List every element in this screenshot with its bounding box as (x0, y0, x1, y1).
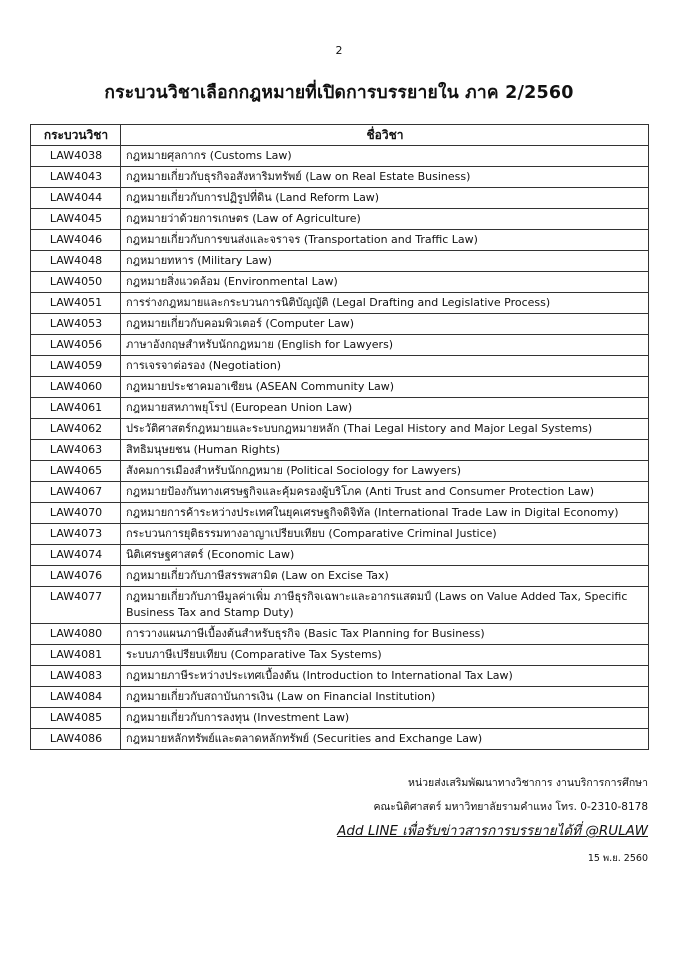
course-name: กฎหมายว่าด้วยการเกษตร (Law of Agriculture) (121, 209, 649, 230)
course-name: กฎหมายเกี่ยวกับสถาบันการเงิน (Law on Financial Institution) (121, 687, 649, 708)
course-name: สังคมการเมืองสำหรับนักกฎหมาย (Political Sociology for Lawyers) (121, 461, 649, 482)
course-name: การร่างกฎหมายและกระบวนการนิติบัญญัติ (Legal Drafting and Legislative Process) (121, 293, 649, 314)
table-row (31, 624, 649, 645)
table-row (31, 708, 649, 729)
course-code: LAW4038 (31, 146, 121, 167)
course-code: LAW4051 (31, 293, 121, 314)
course-code: LAW4062 (31, 419, 121, 440)
table-row (31, 335, 649, 356)
table-row (31, 314, 649, 335)
footer-faculty: คณะนิติศาสตร์ มหาวิทยาลัยรามคำแหง โทร. 0-2310-8178 (373, 801, 648, 813)
table-header-row (31, 125, 649, 146)
table-row (31, 666, 649, 687)
footer-unit: หน่วยส่งเสริมพัฒนาทางวิชาการ งานบริการการศึกษา (408, 777, 648, 789)
course-name: กฎหมายเกี่ยวกับการปฏิรูปที่ดิน (Land Reform Law) (121, 188, 649, 209)
course-name: กฎหมายป้องกันทางเศรษฐกิจและคุ้มครองผู้บริโภค (Anti Trust and Consumer Protection Law) (121, 482, 649, 503)
course-name: กฎหมายเกี่ยวกับธุรกิจอสังหาริมทรัพย์ (Law on Real Estate Business) (121, 167, 649, 188)
course-code: LAW4050 (31, 272, 121, 293)
course-code: LAW4065 (31, 461, 121, 482)
course-name: กฎหมายหลักทรัพย์และตลาดหลักทรัพย์ (Securities and Exchange Law) (121, 729, 649, 750)
course-name: การวางแผนภาษีเบื้องต้นสำหรับธุรกิจ (Basic Tax Planning for Business) (121, 624, 649, 645)
course-code: LAW4076 (31, 566, 121, 587)
course-name: กฎหมายเกี่ยวกับการลงทุน (Investment Law) (121, 708, 649, 729)
table-row (31, 209, 649, 230)
table-row (31, 272, 649, 293)
course-name: กระบวนการยุติธรรมทางอาญาเปรียบเทียบ (Comparative Criminal Justice) (121, 524, 649, 545)
course-code: LAW4056 (31, 335, 121, 356)
header-course-name: ชื่อวิชา (121, 125, 649, 146)
table-row (31, 645, 649, 666)
table-row (31, 167, 649, 188)
table-row (31, 524, 649, 545)
course-name: กฎหมายเกี่ยวกับภาษีมูลค่าเพิ่ม ภาษีธุรกิจเฉพาะและอากรแสตมป์ (Laws on Value Added Tax, Specific Business Tax and Stamp Duty) (121, 587, 649, 624)
course-code: LAW4063 (31, 440, 121, 461)
course-code: LAW4053 (31, 314, 121, 335)
course-name: กฎหมายเกี่ยวกับการขนส่งและจราจร (Transportation and Traffic Law) (121, 230, 649, 251)
page-number: 2 (335, 44, 343, 57)
course-code: LAW4043 (31, 167, 121, 188)
course-code: LAW4080 (31, 624, 121, 645)
course-code: LAW4048 (31, 251, 121, 272)
footer-date: 15 พ.ย. 2560 (587, 853, 648, 864)
course-name: กฎหมายภาษีระหว่างประเทศเบื้องต้น (Introduction to International Tax Law) (121, 666, 649, 687)
course-name: กฎหมายการค้าระหว่างประเทศในยุคเศรษฐกิจดิจิทัล (International Trade Law in Digital Economy) (121, 503, 649, 524)
course-code: LAW4044 (31, 188, 121, 209)
course-code: LAW4046 (31, 230, 121, 251)
course-name: กฎหมายสิ่งแวดล้อม (Environmental Law) (121, 272, 649, 293)
table-row (31, 587, 649, 624)
course-rows (31, 146, 649, 750)
course-code: LAW4077 (31, 587, 121, 624)
course-name: ประวัติศาสตร์กฎหมายและระบบกฎหมายหลัก (Thai Legal History and Major Legal Systems) (121, 419, 649, 440)
course-name: กฎหมายทหาร (Military Law) (121, 251, 649, 272)
table-row (31, 503, 649, 524)
course-table (30, 124, 649, 750)
table-row (31, 377, 649, 398)
table-row (31, 230, 649, 251)
table-row (31, 729, 649, 750)
course-code: LAW4081 (31, 645, 121, 666)
footer-line-contact: Add LINE เพื่อรับข่าวสารการบรรยายได้ที่ @RULAW (337, 823, 648, 839)
course-code: LAW4073 (31, 524, 121, 545)
table-row (31, 293, 649, 314)
course-code: LAW4074 (31, 545, 121, 566)
table-row (31, 251, 649, 272)
course-name: ภาษาอังกฤษสำหรับนักกฎหมาย (English for Lawyers) (121, 335, 649, 356)
course-name: การเจรจาต่อรอง (Negotiation) (121, 356, 649, 377)
course-code: LAW4083 (31, 666, 121, 687)
course-name: กฎหมายเกี่ยวกับภาษีสรรพสามิต (Law on Excise Tax) (121, 566, 649, 587)
table-row (31, 146, 649, 167)
table-row (31, 461, 649, 482)
table-row (31, 545, 649, 566)
course-name: กฎหมายสหภาพยุโรป (European Union Law) (121, 398, 649, 419)
course-name: นิติเศรษฐศาสตร์ (Economic Law) (121, 545, 649, 566)
table-row (31, 188, 649, 209)
course-code: LAW4060 (31, 377, 121, 398)
table-row (31, 687, 649, 708)
course-name: สิทธิมนุษยชน (Human Rights) (121, 440, 649, 461)
course-code: LAW4061 (31, 398, 121, 419)
table-row (31, 566, 649, 587)
course-name: ระบบภาษีเปรียบเทียบ (Comparative Tax Systems) (121, 645, 649, 666)
course-name: กฎหมายศุลกากร (Customs Law) (121, 146, 649, 167)
table-row (31, 356, 649, 377)
table-row (31, 419, 649, 440)
table-row (31, 482, 649, 503)
course-code: LAW4086 (31, 729, 121, 750)
course-code: LAW4045 (31, 209, 121, 230)
course-name: กฎหมายเกี่ยวกับคอมพิวเตอร์ (Computer Law) (121, 314, 649, 335)
course-code: LAW4084 (31, 687, 121, 708)
table-row (31, 398, 649, 419)
header-course-code: กระบวนวิชา (31, 125, 121, 146)
course-code: LAW4059 (31, 356, 121, 377)
table-row (31, 440, 649, 461)
page-title: กระบวนวิชาเลือกกฎหมายที่เปิดการบรรยายใน ภาค 2/2560 (104, 83, 574, 103)
course-code: LAW4067 (31, 482, 121, 503)
course-name: กฎหมายประชาคมอาเซียน (ASEAN Community Law) (121, 377, 649, 398)
course-code: LAW4085 (31, 708, 121, 729)
course-code: LAW4070 (31, 503, 121, 524)
